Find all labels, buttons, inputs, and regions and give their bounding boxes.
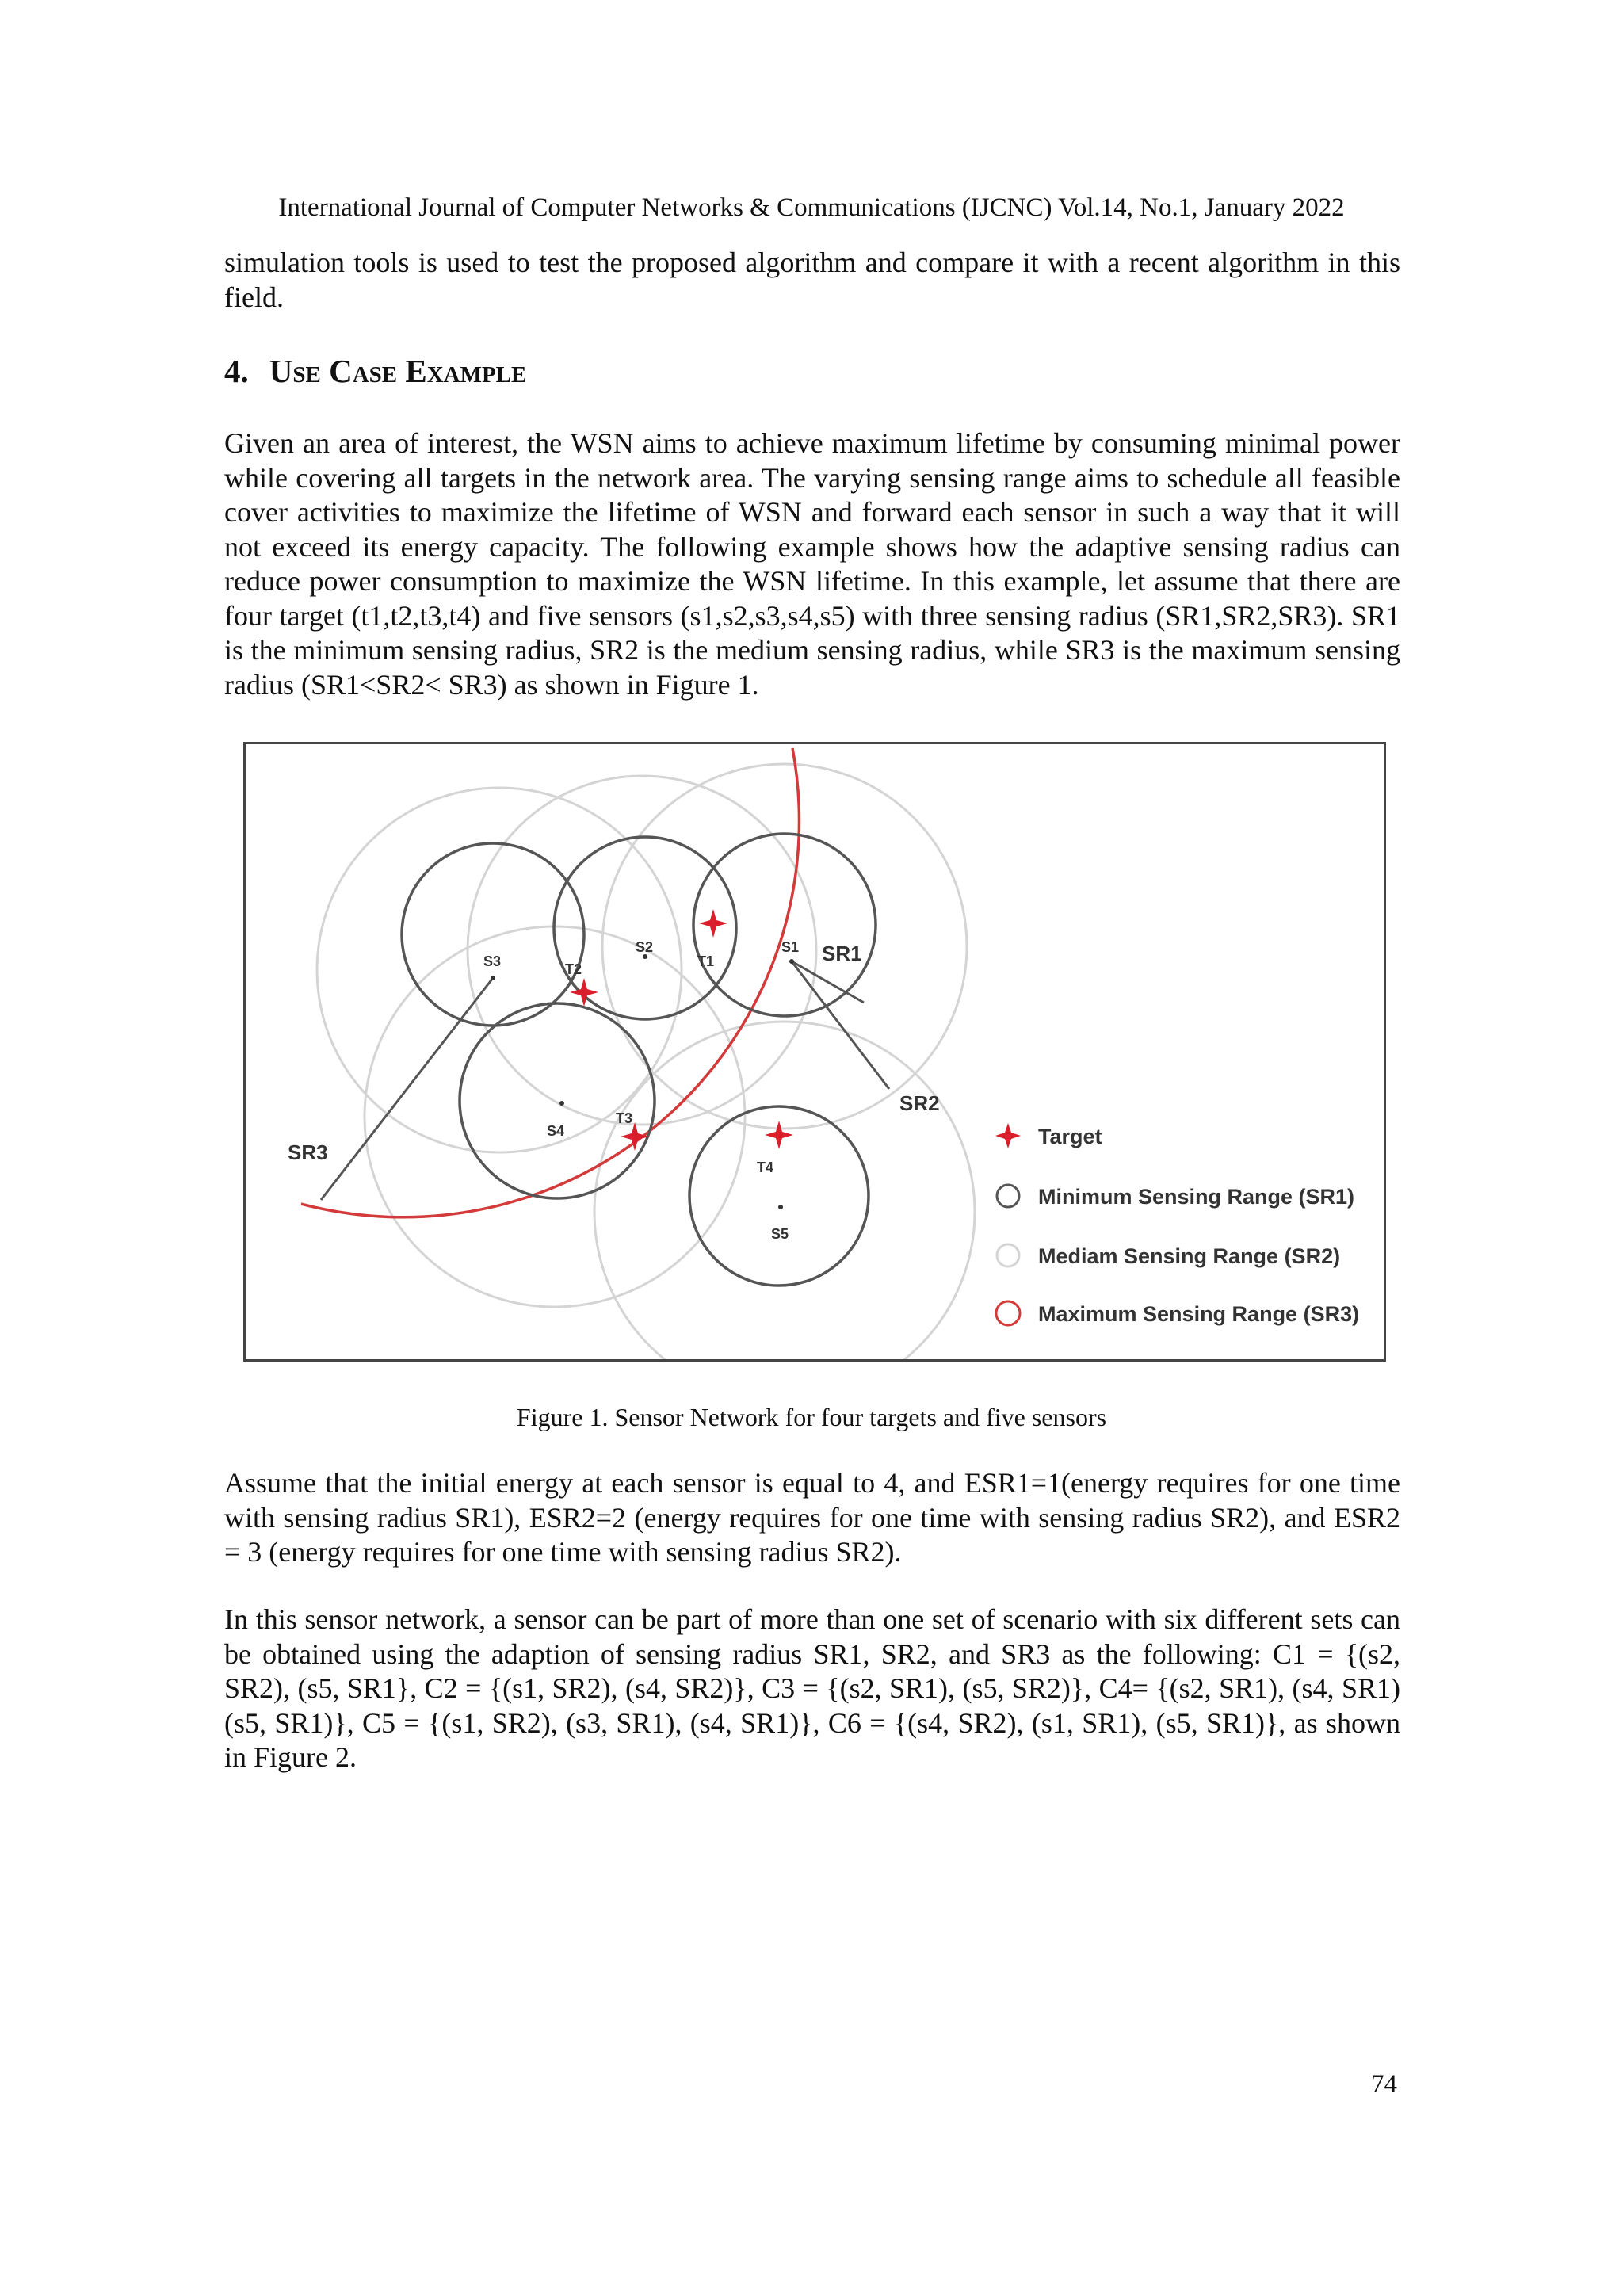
legend-label-sr1: Minimum Sensing Range (SR1) [1038,1185,1355,1209]
sr3-arc [301,748,799,1217]
target-label-t2: T2 [565,961,582,977]
sr1-circle-icon [997,1185,1019,1207]
target-label-t4: T4 [757,1159,774,1175]
sr2-radius-line [792,961,889,1089]
target-t4-icon [765,1121,793,1149]
s5-dot [778,1205,783,1209]
target-label-t1: T1 [697,953,715,969]
sensor-network-diagram [246,744,1384,1359]
sensor-label-s4: S4 [547,1123,565,1139]
s3-dot [491,976,495,980]
page-number: 74 [1371,2070,1397,2099]
range-label-sr1: SR1 [822,942,862,965]
s4-dot [559,1101,564,1106]
section-title: Use Case Example [269,353,527,389]
sensor-label-s3: S3 [483,953,502,969]
target-icon [995,1123,1021,1148]
section-number: 4. [224,353,249,389]
sr3-radius-line [321,978,493,1200]
range-label-sr3: SR3 [288,1140,328,1164]
target-label-t3: T3 [616,1110,633,1126]
paragraph-2: Assume that the initial energy at each sensor is equal to 4, and ESR1=1(energy requires for one time with sensing radius SR1), ESR2=2 (energy requires for one time with sensing radius SR2), and ESR2 = 3 (energy requires for one time with sensing radius SR2). [224,1467,1400,1568]
legend-label-sr3: Maximum Sensing Range (SR3) [1038,1302,1360,1326]
journal-header: International Journal of Computer Networks & Communications (IJCNC) Vol.14, No.1, January 2022 [278,193,1345,222]
target-t1-icon [699,909,727,938]
sensor-label-s2: S2 [636,939,654,955]
paragraph-3: In this sensor network, a sensor can be part of more than one set of scenario with six different sets can be obtained using the adaption of sensing radius SR1, SR2, and SR3 as the following: C1 = {(s2, SR2), (s5, SR1}, C2 = {(s1, SR2), (s4, SR2)}, C3 = {(s2, SR1), (s5, SR2)}, C4= {(s2, SR1), (s4, SR1) (s5, SR1)}, C5 = {(s1, SR2), (s3, SR1), (s4, SR1)}, C6 = {(s4, SR2), (s1, SR1), (s5, SR1)}, as shown in Figure 2. [224,1603,1400,1773]
figure-1 [243,742,1386,1362]
sr2-circle-icon [997,1244,1019,1266]
sensor-label-s5: S5 [771,1226,789,1242]
figure-caption: Figure 1. Sensor Network for four targets and five sensors [516,1403,1107,1431]
sensor-label-s1: S1 [781,939,800,955]
legend-label-sr2: Mediam Sensing Range (SR2) [1038,1244,1341,1268]
s3-sr1-circle [402,843,584,1026]
sr3-circle-icon [996,1301,1020,1325]
sr1-radius-line [792,961,864,1003]
intro-continuation: simulation tools is used to test the proposed algorithm and compare it with a recent algorithm in this field. [224,246,1400,313]
legend-label-target: Target [1038,1125,1102,1148]
s4-sr2-circle [365,926,745,1307]
range-label-sr2: SR2 [899,1091,940,1115]
paragraph-1: Given an area of interest, the WSN aims to achieve maximum lifetime by consuming minimal power while covering all targets in the network area. The varying sensing range aims to schedule all feasible cover activities to maximize the lifetime of WSN and forward each sensor in such a way that it will not exceed its energy capacity. The following example shows how the adaptive sensing radius can reduce power consumption to maximize the WSN lifetime. In this example, let assume that there are four target (t1,t2,t3,t4) and five sensors (s1,s2,s3,s4,s5) with three sensing radius (SR1,SR2,SR3). SR1 is the minimum sensing radius, SR2 is the medium sensing radius, while SR3 is the maximum sensing radius (SR1<SR2< SR3) as shown in Figure 1. [224,427,1400,701]
s1-dot [789,959,794,964]
sr1-circles [402,834,876,1286]
legend [995,1123,1359,1326]
section-heading [224,352,526,390]
